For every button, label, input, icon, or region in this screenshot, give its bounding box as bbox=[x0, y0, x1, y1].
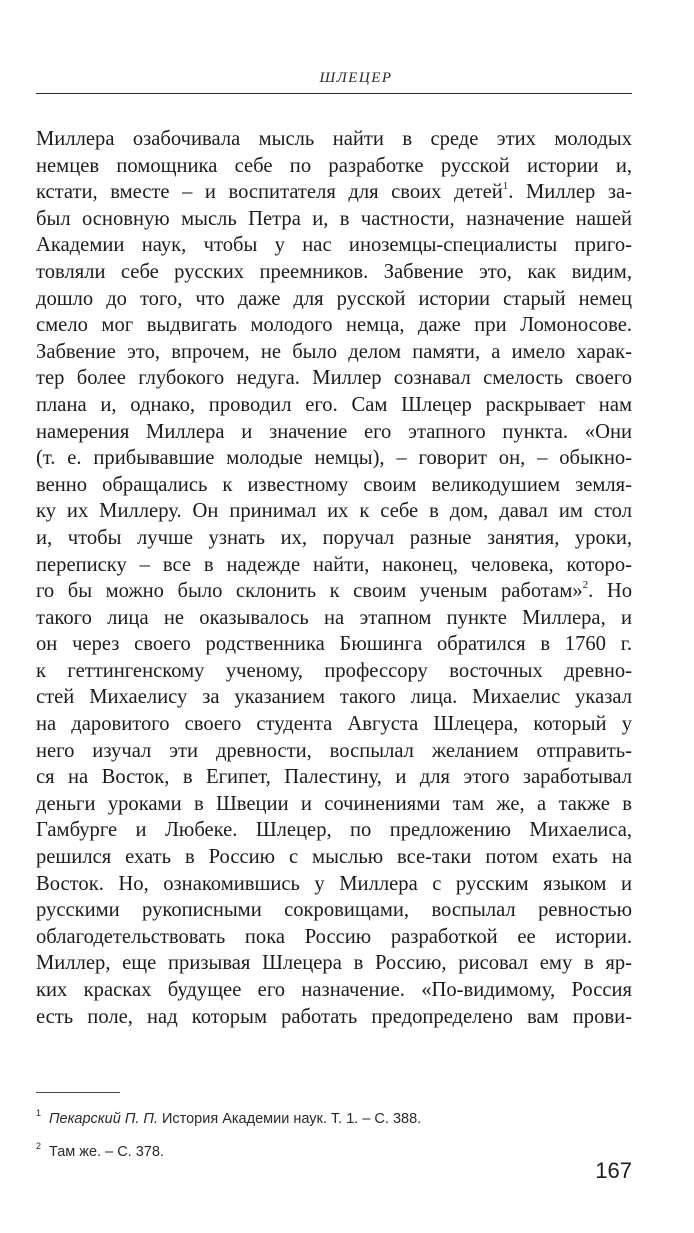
text-line: стей Михаелису за указанием такого лица. Михаелис указал bbox=[36, 686, 632, 709]
text-line: Гамбурге и Любеке. Шлецер, по предложению Михаелиса, bbox=[36, 819, 632, 842]
page-number: 167 bbox=[595, 1158, 632, 1183]
text-line: и, чтобы лучше узнать их, поручал разные занятия, уроки, bbox=[36, 526, 632, 549]
text-line: него изучал эти древности, воспылал желанием отправить- bbox=[36, 739, 632, 762]
body-text bbox=[36, 126, 632, 1030]
text-line: смело мог выдвигать молодого немца, даже при Ломоносове. bbox=[36, 314, 632, 337]
text-line: плана и, однако, проводил его. Сам Шлецер раскрывает нам bbox=[36, 393, 632, 416]
text-line: дошло до того, что даже для русской истории старый немец bbox=[36, 287, 632, 310]
text-line bbox=[36, 578, 632, 605]
text-line: Миллера озабочивала мысль найти в среде этих молодых bbox=[36, 128, 632, 150]
text-line: он через своего родственника Бюшинга обратился в 1760 г. bbox=[36, 633, 632, 656]
text-segment: . Миллер за- bbox=[508, 181, 632, 204]
text-line: решился ехать в Россию с мыслью все-таки потом ехать на bbox=[36, 846, 632, 869]
text-line: намерения Миллера и значение его этапного пункта. «Они bbox=[36, 420, 632, 443]
footnote-divider bbox=[36, 1092, 120, 1093]
text-line: ку их Миллеру. Он принимал их к себе в дом, давал им стол bbox=[36, 500, 632, 523]
text-line: есть поле, над которым работать предопределено вам прови- bbox=[36, 1005, 632, 1028]
text-line: Восток. Но, ознакомившись у Миллера с русским языком и bbox=[36, 872, 632, 895]
text-segment: кстати, вместе – и воспитателя для своих детей bbox=[36, 181, 503, 204]
text-line: Академии наук, чтобы у нас иноземцы-специалисты приго- bbox=[36, 234, 632, 257]
footnote-mark: 1 bbox=[36, 1108, 42, 1118]
text-line: облагодетельствовать пока Россию разработкой ее истории. bbox=[36, 925, 632, 948]
text-line bbox=[36, 179, 632, 206]
footnote-2 bbox=[36, 1133, 632, 1166]
text-line: такого лица не оказывалось на этапном пункте Миллера, и bbox=[36, 606, 632, 629]
footnote-1 bbox=[36, 1100, 632, 1133]
text-segment: . Но bbox=[588, 580, 633, 603]
text-line: на даровитого своего студента Августа Шлецера, который у bbox=[36, 713, 632, 736]
footnote-ref-2[interactable]: 2 bbox=[582, 579, 589, 592]
footnote-text: Там же. – С. 378. bbox=[49, 1143, 164, 1160]
text-line: Забвение это, впрочем, не было делом памяти, а имело харак- bbox=[36, 340, 632, 363]
footnote-text: История Академии наук. Т. 1. – С. 388. bbox=[157, 1110, 422, 1127]
text-line: венно обращались к известному своим великодушием земля- bbox=[36, 473, 632, 496]
footnote-ref-1[interactable]: 1 bbox=[502, 180, 509, 193]
text-line: товляли себе русских преемников. Забвение это, как видим, bbox=[36, 260, 632, 283]
text-line: немцев помощника себе по разработке русской истории и, bbox=[36, 154, 632, 177]
text-line: ся на Восток, в Египет, Палестину, и для этого заработывал bbox=[36, 766, 632, 789]
footnote-mark: 2 bbox=[36, 1140, 42, 1151]
text-segment: го бы можно было склонить к своим ученым работам» bbox=[36, 580, 583, 603]
text-line: переписку – все в надежде найти, наконец, человека, которо- bbox=[36, 553, 632, 576]
text-line: к геттингенскому ученому, профессору восточных древно- bbox=[36, 659, 632, 682]
header-rule bbox=[36, 93, 632, 94]
text-line: Миллер, еще призывая Шлецера в Россию, рисовал ему в яр- bbox=[36, 952, 632, 975]
text-line: русскими рукописными сокровищами, воспылал ревностью bbox=[36, 899, 632, 922]
footnotes bbox=[36, 1100, 632, 1166]
text-line: деньги уроками в Швеции и сочинениями там же, а также в bbox=[36, 792, 632, 815]
footnote-author: Пекарский П. П. bbox=[49, 1110, 158, 1127]
text-line: тер более глубокого недуга. Миллер сознавал смелость своего bbox=[36, 367, 632, 390]
text-line: (т. е. прибывавшие молодые немцы), – говорит он, – обыкно- bbox=[36, 447, 632, 470]
text-line: ких красках будущее его назначение. «По-видимому, Россия bbox=[36, 979, 632, 1001]
running-header: ШЛЕЦЕР bbox=[319, 70, 393, 86]
text-line: был основную мысль Петра и, в частности, назначение нашей bbox=[36, 207, 632, 230]
